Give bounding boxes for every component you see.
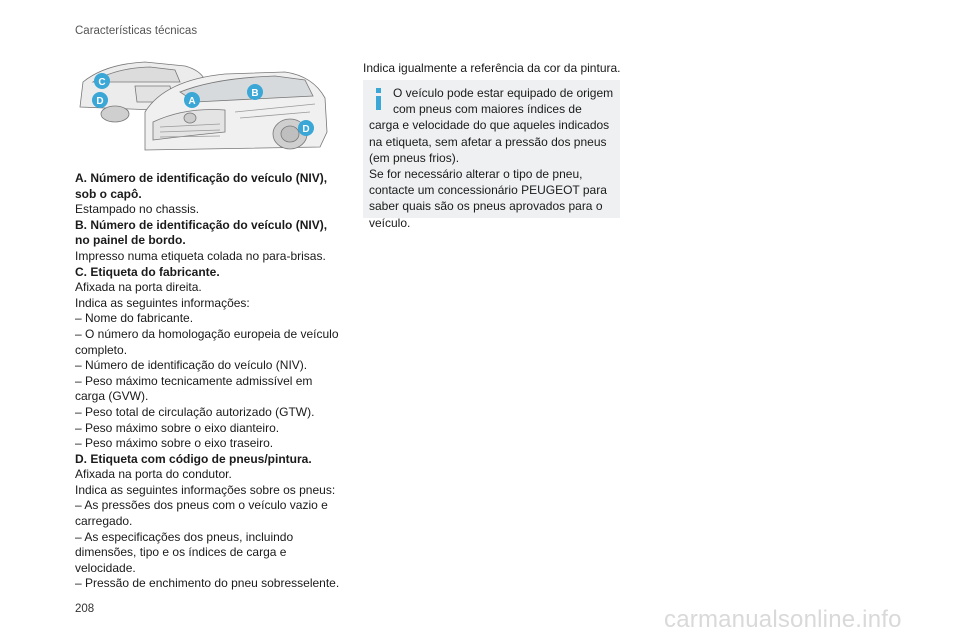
- page-number: 208: [75, 603, 95, 615]
- item-text: – Peso máximo tecnicamente admissível em carga (GVW).: [75, 373, 313, 404]
- svg-text:D: D: [302, 124, 310, 135]
- item-text: – As pressões dos pneus com o veículo vazio e carregado.: [75, 498, 328, 529]
- left-text-column: [75, 171, 345, 592]
- item-heading: C. Etiqueta do fabricante.: [75, 264, 220, 279]
- info-icon: [371, 88, 385, 110]
- note-paragraph-1: O veículo pode estar equipado de origem com pneus com maiores índices de carga e velocidade do que aqueles indicados na etiqueta, sem afetar a pressão dos pneus (em pneus frios).: [369, 86, 614, 165]
- note-paragraph-2: Se for necessário alterar o tipo de pneu, contacte um concessionário PEUGEOT para saber quais são os pneus aprovados para o veículo.: [369, 167, 607, 230]
- item-text: Indica as seguintes informações:: [75, 295, 250, 310]
- marker-a: [184, 92, 200, 108]
- item-text: – O número da homologação europeia de veículo completo.: [75, 326, 339, 357]
- item-heading: B. Número de identificação do veículo (NIV), no painel de bordo.: [75, 217, 328, 248]
- svg-text:C: C: [98, 77, 106, 88]
- marker-c: [94, 73, 110, 89]
- info-note-box: [363, 80, 620, 230]
- svg-text:B: B: [251, 88, 259, 99]
- item-heading: A. Número de identificação do veículo (NIV), sob o capô.: [75, 171, 328, 201]
- item-text: – Peso máximo sobre o eixo traseiro.: [75, 436, 274, 451]
- item-text: – Peso total de circulação autorizado (GTW).: [75, 404, 315, 419]
- svg-text:D: D: [96, 96, 104, 107]
- marker-d-left: [92, 92, 108, 108]
- item-text: – As especificações dos pneus, incluindo dimensões, tipo e os índices de carga e velocidade.: [75, 529, 294, 575]
- watermark: carmanualsonline.info: [664, 606, 902, 633]
- item-text: Impresso numa etiqueta colada no para-brisas.: [75, 248, 326, 263]
- marker-b: [247, 84, 263, 100]
- item-text: – Pressão de enchimento do pneu sobresselente.: [75, 576, 340, 591]
- item-text: Afixada na porta direita.: [75, 280, 202, 295]
- item-heading: D. Etiqueta com código de pneus/pintura.: [75, 451, 312, 466]
- marker-d-right: [298, 120, 314, 136]
- paint-reference-text: Indica igualmente a referência da cor da pintura.: [363, 61, 621, 75]
- item-text: Indica as seguintes informações sobre os pneus:: [75, 482, 336, 497]
- item-text: Estampado no chassis.: [75, 202, 200, 217]
- item-text: Afixada na porta do condutor.: [75, 467, 232, 482]
- svg-text:A: A: [188, 96, 196, 107]
- section-header: Características técnicas: [75, 25, 198, 37]
- vehicle-label-locations-illustration: [75, 52, 335, 160]
- item-text: – Nome do fabricante.: [75, 311, 194, 326]
- item-text: – Número de identificação do veículo (NIV).: [75, 358, 308, 373]
- item-text: – Peso máximo sobre o eixo dianteiro.: [75, 420, 280, 435]
- right-text-column: [363, 61, 623, 77]
